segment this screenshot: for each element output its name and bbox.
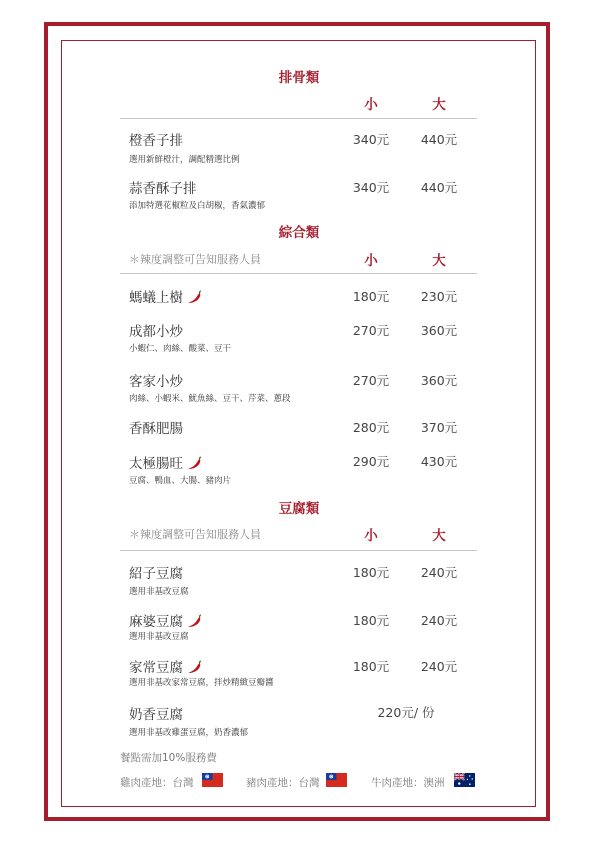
price-small: 340元 [352,132,390,147]
section-divider [120,273,477,274]
menu-item-description: 選用新鮮橙汁，調配精選比例 [129,155,240,165]
menu-item-name: 螞蟻上樹 [129,286,203,306]
menu-item-name: 太極腸旺 [129,452,203,472]
menu-item-name: 客家小炒 [129,374,183,390]
column-header-large: 大 [432,97,446,113]
price-large: 360元 [420,323,458,338]
price-small: 180元 [352,289,390,304]
menu-item-description: 豆腐、鴨血、大腸、豬肉片 [129,476,232,486]
menu-item-name: 麻婆豆腐 [129,610,203,630]
beef-origin: 牛肉產地：澳洲 [371,777,445,789]
menu-item-description: 選用非基改雞蛋豆腐，奶香濃郁 [129,728,249,738]
price-large: 240元 [420,565,458,580]
menu-item-name: 香酥肥腸 [129,421,183,437]
spice-adjust-note: ＊辣度調整可告知服務人員 [129,528,261,541]
menu-item-name: 奶香豆腐 [129,707,183,723]
column-header-small: 小 [364,528,378,544]
menu-item-name: 紹子豆腐 [129,566,183,582]
column-header-small: 小 [364,253,378,269]
price-large: 240元 [420,613,458,628]
menu-item-name: 蒜香酥子排 [129,181,197,197]
taiwan-flag-icon [202,773,223,787]
menu-item-name: 橙香子排 [129,133,183,149]
menu-item-description: 肉絲、小蝦米、魷魚絲、豆干、芹菜、蔥段 [129,394,291,404]
section-title-ribs: 排骨類 [278,70,320,86]
chili-pepper-icon [187,290,203,304]
price-small: 280元 [352,420,390,435]
price-large: 440元 [420,180,458,195]
price-large: 370元 [420,420,458,435]
menu-item-description: 選用非基改豆腐 [129,632,189,642]
australia-flag-icon [454,773,475,787]
column-header-small: 小 [364,97,378,113]
price-large: 360元 [420,373,458,388]
price-per-serving: 220元/ 份 [377,705,435,720]
price-large: 440元 [420,132,458,147]
menu-item-description: 小蝦仁、肉絲、酸菜、豆干 [129,344,232,354]
chicken-origin: 雞肉產地：台灣 [120,777,194,789]
price-small: 340元 [352,180,390,195]
pork-origin: 豬肉產地：台灣 [246,777,320,789]
section-title-combo: 綜合類 [278,225,320,241]
menu-item-name: 家常豆腐 [129,656,203,676]
price-small: 290元 [352,454,390,469]
chili-pepper-icon [187,614,203,628]
column-header-large: 大 [432,253,446,269]
column-header-large: 大 [432,528,446,544]
menu-item-description: 添加特選花椒粒及白胡椒，香氣濃郁 [129,201,266,211]
service-charge-note: 餐點需加10%服務費 [120,752,217,764]
taiwan-flag-icon [326,773,347,787]
price-small: 180元 [352,659,390,674]
menu-item-description: 選用非基改家常豆腐，拌炒精緻豆瓣醬 [129,678,274,688]
menu-item-description: 選用非基改豆腐 [129,587,189,597]
price-small: 180元 [352,613,390,628]
price-large: 230元 [420,289,458,304]
price-large: 430元 [420,454,458,469]
spice-adjust-note: ＊辣度調整可告知服務人員 [129,253,261,266]
chili-pepper-icon [187,456,203,470]
section-title-tofu: 豆腐類 [278,501,320,517]
menu-item-name: 成都小炒 [129,324,183,340]
price-large: 240元 [420,659,458,674]
price-small: 270元 [352,323,390,338]
section-divider [120,118,477,119]
section-divider [120,550,477,551]
chili-pepper-icon [187,660,203,674]
price-small: 270元 [352,373,390,388]
price-small: 180元 [352,565,390,580]
